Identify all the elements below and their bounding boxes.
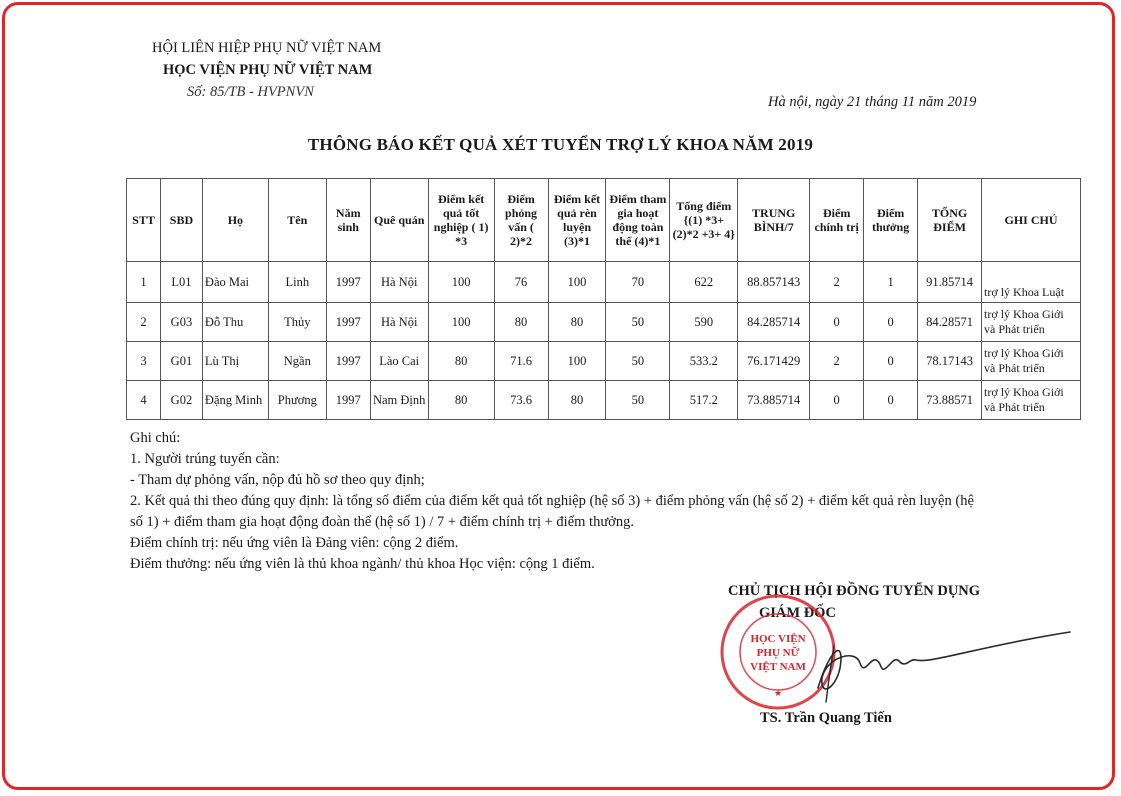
cell-diem-tot-nghiep: 100 (428, 303, 494, 342)
cell-trung-binh: 88.857143 (738, 262, 810, 303)
cell-ten: Phương (268, 381, 326, 420)
cell-tong-diem-tho: 517.2 (670, 381, 738, 420)
col-header: Điểm tham gia hoạt động toàn thể (4)*1 (606, 179, 670, 262)
cell-tong-diem: 84.28571 (918, 303, 982, 342)
cell-tong-diem: 73.88571 (918, 381, 982, 420)
cell-trung-binh: 84.285714 (738, 303, 810, 342)
cell-sbd: L01 (160, 262, 202, 303)
cell-diem-ren-luyen: 100 (548, 342, 606, 381)
table-row (127, 342, 1081, 381)
cell-sbd: G01 (160, 342, 202, 381)
cell-diem-phong-van: 71.6 (494, 342, 548, 381)
place-date: Hà nội, ngày 21 tháng 11 năm 2019 (768, 94, 977, 110)
cell-nam-sinh: 1997 (326, 262, 370, 303)
cell-diem-thuong: 0 (864, 342, 918, 381)
cell-que-quan: Hà Nội (370, 303, 428, 342)
cell-diem-tot-nghiep: 80 (428, 381, 494, 420)
cell-diem-ren-luyen: 80 (548, 303, 606, 342)
cell-tong-diem-tho: 533.2 (670, 342, 738, 381)
cell-diem-tot-nghiep: 100 (428, 262, 494, 303)
cell-trung-binh: 73.885714 (738, 381, 810, 420)
cell-ten: Thủy (268, 303, 326, 342)
col-header: Họ (202, 179, 268, 262)
col-header: Điểm kết quả tốt nghiệp ( 1) *3 (428, 179, 494, 262)
table-row (127, 381, 1081, 420)
col-header: Điểm kết quả rèn luyện (3)*1 (548, 179, 606, 262)
col-header: Tổng điểm {(1) *3+(2)*2 +3+ 4} (670, 179, 738, 262)
cell-ho: Đào Mai (202, 262, 268, 303)
signer-name: TS. Trần Quang Tiến (760, 710, 892, 726)
cell-nam-sinh: 1997 (326, 342, 370, 381)
cell-nam-sinh: 1997 (326, 303, 370, 342)
cell-diem-tot-nghiep: 80 (428, 342, 494, 381)
cell-diem-ren-luyen: 100 (548, 262, 606, 303)
cell-ghi-chu: trợ lý Khoa Giới và Phát triển (982, 342, 1081, 381)
col-header: Quê quán (370, 179, 428, 262)
cell-diem-phong-van: 73.6 (494, 381, 548, 420)
cell-tong-diem: 78.17143 (918, 342, 982, 381)
notes-heading: Ghi chú: (130, 430, 181, 446)
cell-diem-ren-luyen: 80 (548, 381, 606, 420)
col-header: TỔNG ĐIỂM (918, 179, 982, 262)
signer-role: CHỦ TỊCH HỘI ĐỒNG TUYỂN DỤNG (728, 583, 981, 599)
cell-stt: 1 (127, 262, 161, 303)
cell-ghi-chu: trợ lý Khoa Luật (982, 262, 1081, 303)
col-header: SBD (160, 179, 202, 262)
cell-tong-diem-tho: 590 (670, 303, 738, 342)
org-parent: HỘI LIÊN HIỆP PHỤ NỮ VIỆT NAM (152, 40, 382, 56)
cell-ghi-chu: trợ lý Khoa Giới và Phát triển (982, 303, 1081, 342)
note-line: 1. Người trúng tuyển cần: (130, 451, 280, 467)
note-line: Điểm chính trị: nếu ứng viên là Đảng viên: cộng 2 điểm. (130, 535, 459, 551)
svg-text:PHỤ NỮ: PHỤ NỮ (756, 647, 800, 659)
cell-diem-phong-van: 76 (494, 262, 548, 303)
cell-ghi-chu: trợ lý Khoa Giới và Phát triển (982, 381, 1081, 420)
cell-diem-hoat-dong: 70 (606, 262, 670, 303)
cell-diem-hoat-dong: 50 (606, 342, 670, 381)
cell-ten: Ngần (268, 342, 326, 381)
cell-que-quan: Hà Nội (370, 262, 428, 303)
document-number: Số: 85/TB - HVPNVN (187, 84, 314, 100)
notes-section (130, 428, 1080, 575)
cell-diem-thuong: 0 (864, 381, 918, 420)
svg-text:★: ★ (773, 688, 783, 698)
col-header: Điểm chính trị (810, 179, 864, 262)
note-line: Điểm thưởng: nếu ứng viên là thủ khoa ngành/ thủ khoa Học viện: cộng 1 điểm. (130, 556, 595, 572)
cell-diem-thuong: 1 (864, 262, 918, 303)
cell-stt: 3 (127, 342, 161, 381)
note-line: 2. Kết quả thi theo đúng quy định: là tổng số điểm của điểm kết quả tốt nghiệp (hệ số 3) + điểm phỏng vấn (hệ số 2) + điểm kết quả rèn luyện (hệ (130, 493, 974, 509)
results-table (126, 178, 1081, 420)
svg-text:VIỆT NAM: VIỆT NAM (750, 661, 806, 673)
table-row (127, 262, 1081, 303)
cell-stt: 2 (127, 303, 161, 342)
cell-diem-chinh-tri: 2 (810, 262, 864, 303)
cell-ho: Lù Thị (202, 342, 268, 381)
cell-nam-sinh: 1997 (326, 381, 370, 420)
cell-diem-thuong: 0 (864, 303, 918, 342)
col-header: Năm sinh (326, 179, 370, 262)
svg-text:HỌC VIỆN: HỌC VIỆN (750, 633, 806, 645)
cell-diem-chinh-tri: 2 (810, 342, 864, 381)
cell-diem-chinh-tri: 0 (810, 303, 864, 342)
note-line: - Tham dự phỏng vấn, nộp đủ hồ sơ theo quy định; (130, 472, 425, 488)
col-header: Điểm thưởng (864, 179, 918, 262)
cell-ten: Linh (268, 262, 326, 303)
col-header: Điểm phỏng vấn ( 2)*2 (494, 179, 548, 262)
cell-diem-phong-van: 80 (494, 303, 548, 342)
cell-tong-diem-tho: 622 (670, 262, 738, 303)
cell-diem-chinh-tri: 0 (810, 381, 864, 420)
table-header-row (127, 179, 1081, 262)
cell-sbd: G02 (160, 381, 202, 420)
cell-diem-hoat-dong: 50 (606, 381, 670, 420)
org-name: HỌC VIỆN PHỤ NỮ VIỆT NAM (163, 62, 373, 78)
table-row (127, 303, 1081, 342)
document-title: THÔNG BÁO KẾT QUẢ XÉT TUYỂN TRỢ LÝ KHOA NĂM 2019 (307, 135, 814, 154)
col-header: TRUNG BÌNH/7 (738, 179, 810, 262)
cell-ho: Đỗ Thu (202, 303, 268, 342)
col-header: GHI CHÚ (982, 179, 1081, 262)
cell-trung-binh: 76.171429 (738, 342, 810, 381)
col-header: Tên (268, 179, 326, 262)
cell-ho: Đặng Minh (202, 381, 268, 420)
cell-que-quan: Lào Cai (370, 342, 428, 381)
col-header: STT (127, 179, 161, 262)
cell-stt: 4 (127, 381, 161, 420)
cell-que-quan: Nam Định (370, 381, 428, 420)
note-line: số 1) + điểm tham gia hoạt động đoàn thể (hệ số 1) / 7 + điểm chính trị + điểm thưởng. (130, 514, 634, 530)
signer-title: GIÁM ĐỐC (759, 605, 836, 621)
cell-tong-diem: 91.85714 (918, 262, 982, 303)
handwritten-signature-icon (800, 618, 1100, 708)
cell-sbd: G03 (160, 303, 202, 342)
cell-diem-hoat-dong: 50 (606, 303, 670, 342)
